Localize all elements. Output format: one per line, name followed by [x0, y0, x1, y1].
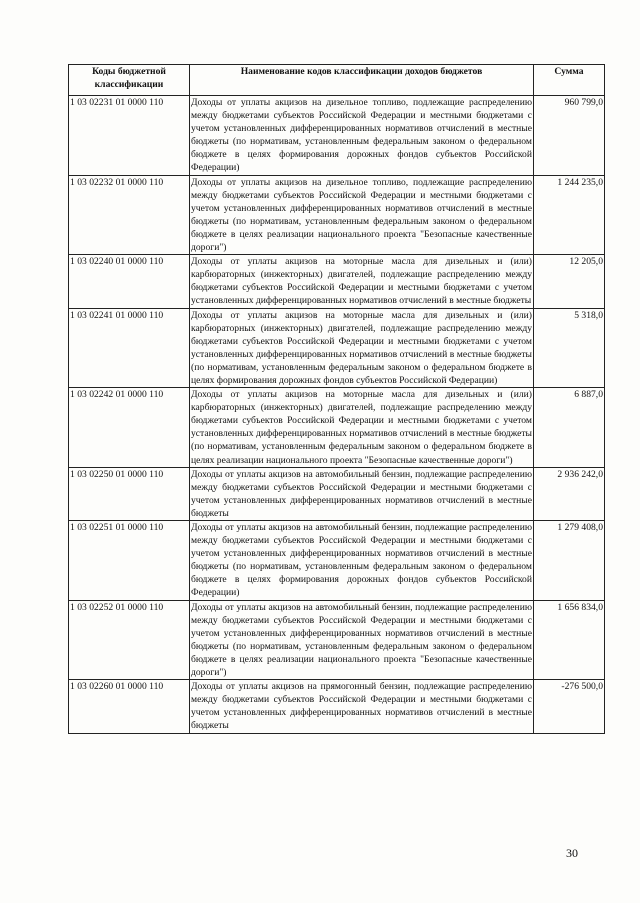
row-sum: 1 279 408,0: [534, 521, 605, 601]
row-name: Доходы от уплаты акцизов на моторные масла для дизельных и (или) карбюраторных (инжекторных) двигателей, подлежащие распределению между бюджетами субъектов Российской Федерации и местными бюджетами с учетом установленных дифференцированных нормативов отчислений в местные бюджеты (по нормативам, установленным федеральным законом о федеральном бюджете в целях реализации национального проекта "Безопасные качественные дороги"): [191, 389, 532, 466]
row-name: Доходы от уплаты акцизов на прямогонный бензин, подлежащие распределению между бюджетами субъектов Российской Федерации и местными бюджетами с учетом установленных дифференцированных нормативов отчислений в местные бюджеты: [191, 681, 532, 732]
row-sum: 1 656 834,0: [534, 600, 605, 680]
row-name: Доходы от уплаты акцизов на моторные масла для дизельных и (или) карбюраторных (инжекторных) двигателей, подлежащие распределению между бюджетами субъектов Российской Федерации и местными бюджетами с учетом установленных дифференцированных нормативов отчислений в местные бюджеты: [191, 256, 532, 307]
row-sum: 5 318,0: [534, 308, 605, 388]
row-sum: 6 887,0: [534, 388, 605, 468]
row-code: 1 03 02231 01 0000 110: [69, 96, 190, 176]
revenue-table: [68, 64, 605, 734]
row-name: Доходы от уплаты акцизов на моторные масла для дизельных и (или) карбюраторных (инжекторных) двигателей, подлежащие распределению между бюджетами субъектов Российской Федерации и местными бюджетами с учетом установленных дифференцированных нормативов отчислений в местные бюджеты (по нормативам, установленным федеральным законом о федеральном бюджете в целях формирования дорожных фондов субъектов Российской Федерации): [191, 309, 532, 386]
table-row: [69, 467, 605, 520]
page-number: 30: [566, 846, 578, 860]
row-code: 1 03 02260 01 0000 110: [69, 680, 190, 733]
table-row: [69, 521, 605, 601]
row-name: Доходы от уплаты акцизов на автомобильный бензин, подлежащие распределению между бюджетами субъектов Российской Федерации и местными бюджетами с учетом установленных дифференцированных нормативов отчислений в местные бюджеты: [191, 468, 532, 519]
table-row: [69, 680, 605, 733]
header-name: Наименование кодов классификации доходов бюджетов: [190, 65, 534, 96]
row-name: Доходы от уплаты акцизов на дизельное топливо, подлежащие распределению между бюджетами субъектов Российской Федерации и местными бюджетами с учетом установленных дифференцированных нормативов отчислений в местные бюджеты (по нормативам, установленным федеральным законом о федеральном бюджете в целях формирования дорожных фондов субъектов Российской Федерации): [191, 97, 532, 174]
table-header-row: [69, 65, 605, 96]
row-code: 1 03 02251 01 0000 110: [69, 521, 190, 601]
row-sum: 12 205,0: [534, 255, 605, 308]
row-name: Доходы от уплаты акцизов на автомобильный бензин, подлежащие распределению между бюджетами субъектов Российской Федерации и местными бюджетами с учетом установленных дифференцированных нормативов отчислений в местные бюджеты (по нормативам, установленным федеральным законом о федеральном бюджете в целях формирования дорожных фондов субъектов Российской Федерации): [191, 522, 532, 599]
table-row: [69, 388, 605, 468]
table-row: [69, 175, 605, 255]
row-code: 1 03 02240 01 0000 110: [69, 255, 190, 308]
table-row: [69, 255, 605, 308]
table-row: [69, 308, 605, 388]
row-name: Доходы от уплаты акцизов на автомобильный бензин, подлежащие распределению между бюджетами субъектов Российской Федерации и местными бюджетами с учетом установленных дифференцированных нормативов отчислений в местные бюджеты (по нормативам, установленным федеральным законом о федеральном бюджете в целях реализации национального проекта "Безопасные качественные дороги"): [191, 601, 532, 679]
row-sum: 960 799,0: [534, 96, 605, 176]
header-code: Коды бюджетной классификации: [69, 65, 190, 96]
row-code: 1 03 02252 01 0000 110: [69, 600, 190, 680]
row-code: 1 03 02250 01 0000 110: [69, 467, 190, 520]
row-code: 1 03 02241 01 0000 110: [69, 308, 190, 388]
row-sum: -276 500,0: [534, 680, 605, 733]
header-sum: Сумма: [534, 65, 605, 96]
row-code: 1 03 02242 01 0000 110: [69, 388, 190, 468]
row-sum: 2 936 242,0: [534, 467, 605, 520]
row-sum: 1 244 235,0: [534, 175, 605, 255]
table-row: [69, 600, 605, 680]
row-name: Доходы от уплаты акцизов на дизельное топливо, подлежащие распределению между бюджетами субъектов Российской Федерации и местными бюджетами с учетом установленных дифференцированных нормативов отчислений в местные бюджеты (по нормативам, установленным федеральным законом о федеральном бюджете в целях реализации национального проекта "Безопасные качественные дороги"): [191, 176, 532, 254]
row-code: 1 03 02232 01 0000 110: [69, 175, 190, 255]
table-row: [69, 96, 605, 176]
